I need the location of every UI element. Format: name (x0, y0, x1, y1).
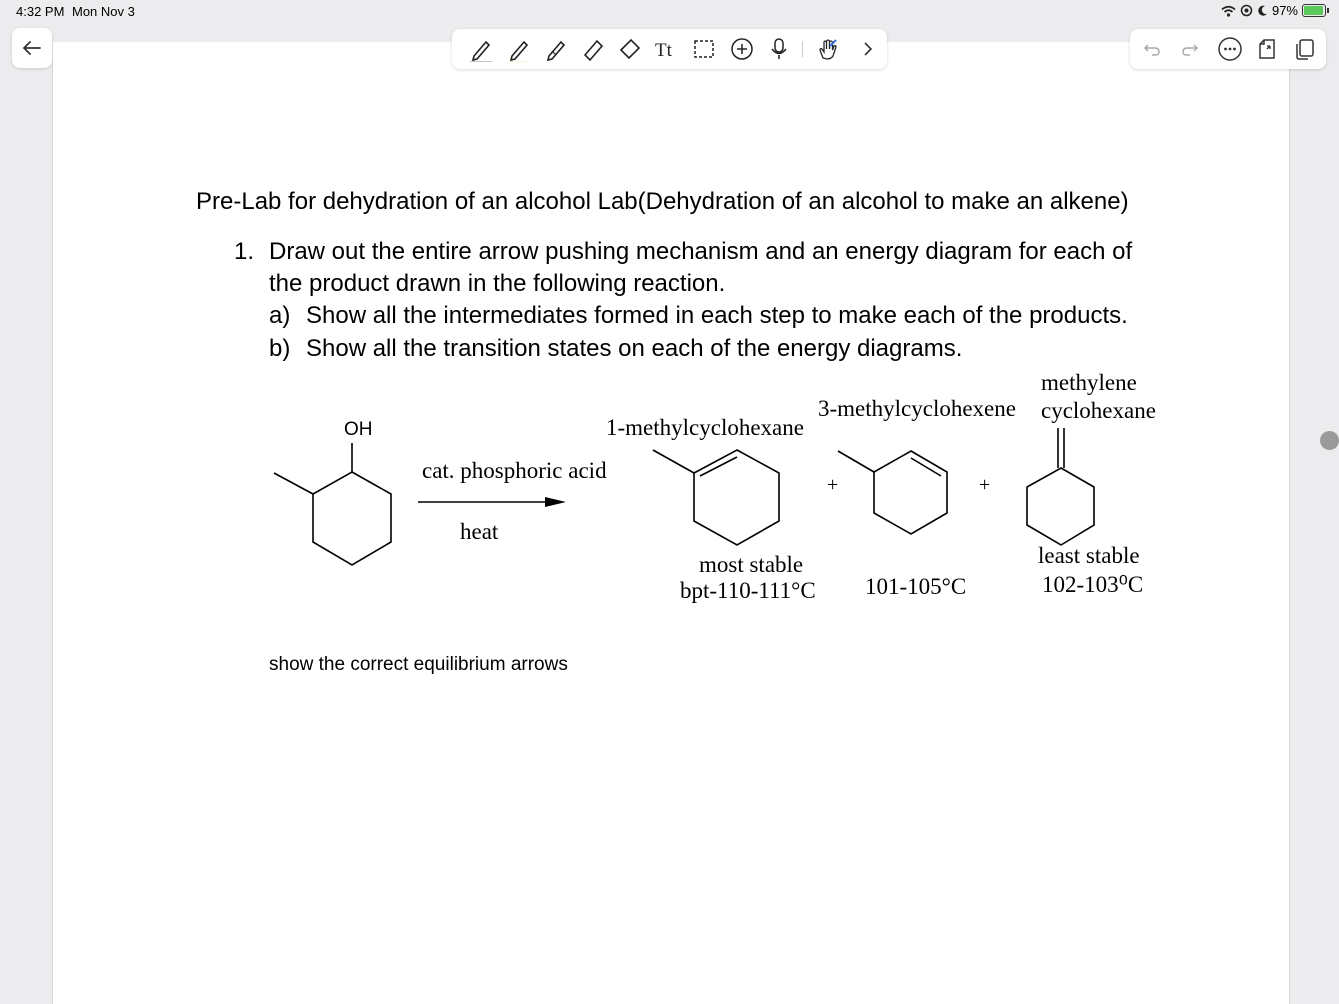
battery-percent: 97% (1271, 3, 1298, 18)
question-line-2: the product drawn in the following reaction. (269, 270, 726, 297)
status-time: 4:32 PM (16, 4, 65, 19)
part-b-text: Show all the transition states on each of the energy diagrams. (306, 335, 963, 362)
reaction-arrow (418, 497, 566, 507)
question-number: 1. (234, 238, 255, 265)
part-b-label: b) (269, 335, 291, 362)
reactant-structure (274, 443, 391, 565)
product1-boiling-point: bpt-110-111°C (680, 578, 816, 603)
product1-stability: most stable (699, 552, 804, 577)
question-line-1: Draw out the entire arrow pushing mechanism and an energy diagram for each of (269, 238, 1133, 265)
plus-sign-2: + (979, 474, 991, 496)
condition-label: heat (460, 519, 499, 544)
product2-name: 3-methylcyclohexene (818, 396, 1016, 421)
product3-structure (1027, 428, 1094, 545)
status-date: Mon Nov 3 (72, 4, 135, 19)
reagent-label: cat. phosphoric acid (422, 458, 607, 483)
product3-stability: least stable (1038, 543, 1140, 568)
footer-note: show the correct equilibrium arrows (269, 654, 568, 675)
product3-name-line1: methylene (1041, 370, 1137, 395)
product1-structure (653, 450, 779, 545)
product2-boiling-point: 101-105°C (865, 574, 967, 599)
reactant-oh-label: OH (344, 419, 373, 440)
svg-text:Tt: Tt (655, 40, 672, 61)
product3-name-line2: cyclohexane (1041, 398, 1156, 423)
product3-boiling-point: 102-103⁰C (1042, 572, 1144, 597)
part-a-text: Show all the intermediates formed in each step to make each of the products. (306, 302, 1128, 329)
part-a-label: a) (269, 302, 291, 329)
plus-sign-1: + (827, 474, 839, 496)
product1-name: 1-methylcyclohexane (606, 415, 804, 440)
page-title: Pre-Lab for dehydration of an alcohol Lab(Dehydration of an alcohol to make an alkene) (196, 188, 1129, 215)
product2-structure (838, 451, 947, 534)
